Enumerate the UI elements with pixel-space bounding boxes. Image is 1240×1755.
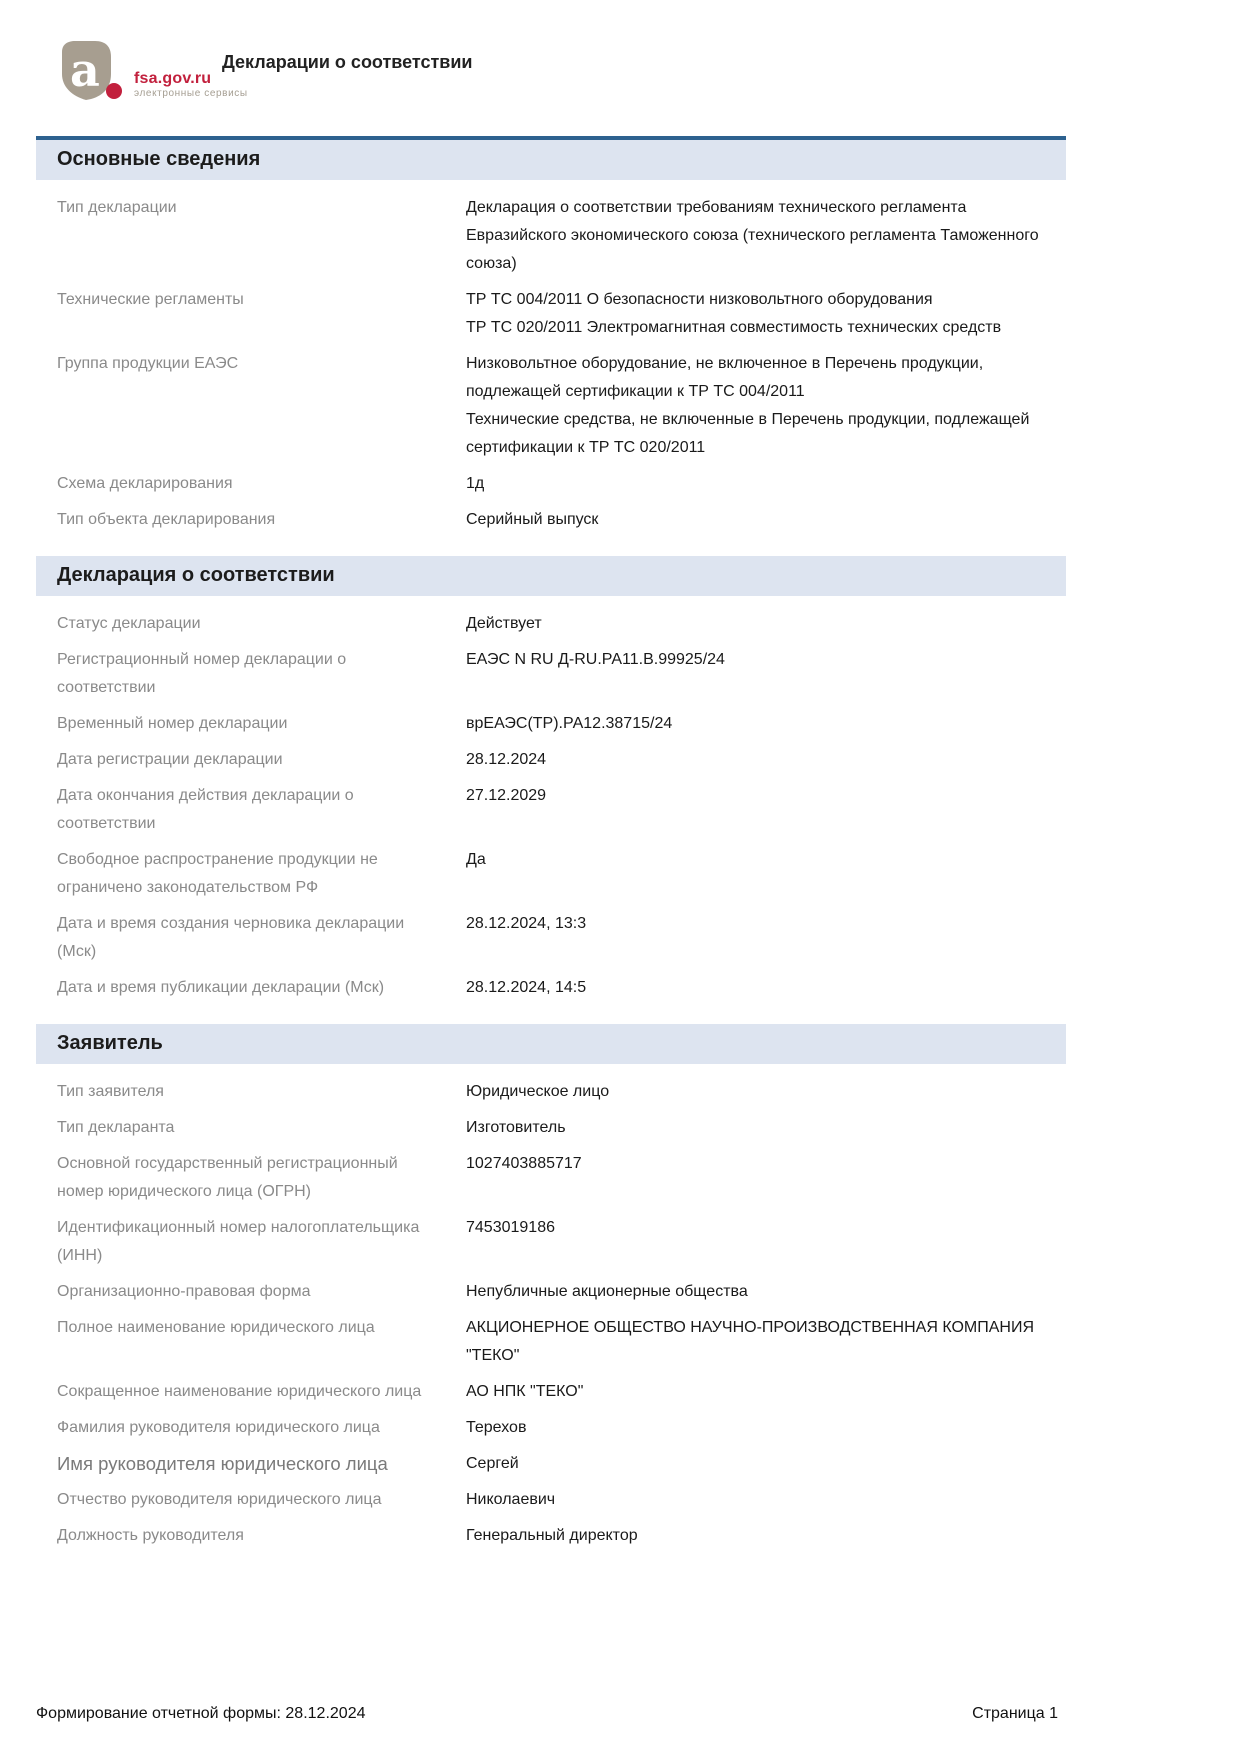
field-value-line: Декларация о соответствии требованиям технического регламента Евразийского экономического союза (технического регламента Таможенного союза) xyxy=(466,199,1039,272)
field-row xyxy=(36,974,1066,1002)
field-value xyxy=(466,350,1044,462)
field-label: Дата регистрации декларации xyxy=(57,751,283,768)
field-value xyxy=(466,1214,1044,1242)
field-label: Дата и время создания черновика декларации (Мск) xyxy=(57,915,405,960)
page-number: Страница 1 xyxy=(972,1705,1058,1722)
fsa-shield-icon xyxy=(48,40,126,102)
field-label: Дата окончания действия декларации о соответствии xyxy=(57,787,354,832)
field-label: Статус декларации xyxy=(57,615,201,632)
field-value-line: Низковольтное оборудование, не включенное в Перечень продукции, подлежащей сертификации к ТР ТС 004/2011 xyxy=(466,355,984,400)
field-value-line: Серийный выпуск xyxy=(466,511,599,528)
field-value-line: ТР ТС 020/2011 Электромагнитная совместимость технических средств xyxy=(466,319,1002,336)
field-value xyxy=(466,1414,1044,1442)
field-value-line: 1027403885717 xyxy=(466,1155,582,1172)
report-generated-label: Формирование отчетной формы: 28.12.2024 xyxy=(36,1705,366,1722)
field-value xyxy=(466,782,1044,810)
field-label: Сокращенное наименование юридического лица xyxy=(57,1383,422,1400)
field-label: Схема декларирования xyxy=(57,475,233,492)
field-row xyxy=(36,194,1066,278)
field-value xyxy=(466,746,1044,774)
field-label: Технические регламенты xyxy=(57,291,244,308)
field-label: Имя руководителя юридического лица xyxy=(57,1453,388,1474)
field-label: Фамилия руководителя юридического лица xyxy=(57,1419,380,1436)
field-value xyxy=(466,1378,1044,1406)
logo-text xyxy=(134,70,248,100)
field-value xyxy=(466,286,1044,342)
field-value-line: 7453019186 xyxy=(466,1219,555,1236)
logo-tagline: электронные сервисы xyxy=(134,88,248,99)
field-value xyxy=(466,846,1044,874)
field-value-line: 28.12.2024, 13:3 xyxy=(466,915,587,932)
field-value-line: АКЦИОНЕРНОЕ ОБЩЕСТВО НАУЧНО-ПРОИЗВОДСТВЕННАЯ КОМПАНИЯ "ТЕКО" xyxy=(466,1319,1035,1364)
field-value-line: 27.12.2029 xyxy=(466,787,547,804)
field-value-line: Сергей xyxy=(466,1455,519,1472)
field-row xyxy=(36,1150,1066,1206)
svg-text:а: а xyxy=(70,43,100,97)
section-band xyxy=(36,136,1066,180)
field-value-line: 28.12.2024, 14:5 xyxy=(466,979,587,996)
section-band xyxy=(36,1024,1066,1064)
field-value xyxy=(466,610,1044,638)
section xyxy=(36,556,1066,1012)
field-value xyxy=(466,1278,1044,1306)
field-value-line: Да xyxy=(466,851,486,868)
field-value-line: Николаевич xyxy=(466,1491,556,1508)
field-value-line: 1д xyxy=(466,475,485,492)
field-row xyxy=(36,506,1066,534)
field-label: Основной государственный регистрационный номер юридического лица (ОГРН) xyxy=(57,1155,398,1200)
field-row xyxy=(36,1314,1066,1370)
field-value xyxy=(466,1150,1044,1178)
page-footer xyxy=(36,1705,1058,1723)
field-value-line: ЕАЭС N RU Д-RU.РА11.В.99925/24 xyxy=(466,651,725,668)
field-value-line: 28.12.2024 xyxy=(466,751,547,768)
field-value xyxy=(466,1486,1044,1514)
field-row xyxy=(36,1078,1066,1106)
field-value xyxy=(466,1522,1044,1550)
field-value xyxy=(466,506,1044,534)
field-label: Свободное распространение продукции не ограничено законодательством РФ xyxy=(57,851,378,896)
field-row xyxy=(36,470,1066,498)
field-value xyxy=(466,1078,1044,1106)
field-row xyxy=(36,1214,1066,1270)
field-value-line: Изготовитель xyxy=(466,1119,566,1136)
field-label: Отчество руководителя юридического лица xyxy=(57,1491,382,1508)
field-row xyxy=(36,1522,1066,1550)
field-value-line: Терехов xyxy=(466,1419,527,1436)
section-title: Декларация о соответствии xyxy=(57,564,335,586)
field-value xyxy=(466,1450,1044,1478)
field-label: Должность руководителя xyxy=(57,1527,244,1544)
field-value xyxy=(466,910,1044,938)
field-value-line: Действует xyxy=(466,615,542,632)
section-rows xyxy=(36,194,1066,544)
field-value xyxy=(466,974,1044,1002)
page-header xyxy=(0,0,1240,124)
section xyxy=(36,1024,1066,1560)
field-value xyxy=(466,646,1044,674)
field-value-line: Генеральный директор xyxy=(466,1527,638,1544)
fsa-logo xyxy=(48,40,248,102)
page-title: Декларации о соответствии xyxy=(222,52,473,72)
field-row xyxy=(36,846,1066,902)
section-title: Заявитель xyxy=(57,1032,163,1054)
field-row xyxy=(36,1278,1066,1306)
field-label: Регистрационный номер декларации о соответствии xyxy=(57,651,347,696)
field-value xyxy=(466,470,1044,498)
field-label: Тип декларанта xyxy=(57,1119,175,1136)
field-row xyxy=(36,746,1066,774)
section-band xyxy=(36,556,1066,596)
field-label: Дата и время публикации декларации (Мск) xyxy=(57,979,385,996)
field-row xyxy=(36,610,1066,638)
sections xyxy=(36,136,1066,1560)
field-value-line: АО НПК "ТЕКО" xyxy=(466,1383,584,1400)
field-label: Тип декларации xyxy=(57,199,177,216)
field-row xyxy=(36,1450,1066,1478)
field-row xyxy=(36,646,1066,702)
field-label: Организационно-правовая форма xyxy=(57,1283,311,1300)
field-value xyxy=(466,710,1044,738)
section-rows xyxy=(36,1078,1066,1560)
field-row xyxy=(36,782,1066,838)
field-label: Тип объекта декларирования xyxy=(57,511,276,528)
section-title: Основные сведения xyxy=(57,148,261,170)
field-row xyxy=(36,1114,1066,1142)
field-label: Тип заявителя xyxy=(57,1083,164,1100)
section-rows xyxy=(36,610,1066,1012)
field-value-line: Юридическое лицо xyxy=(466,1083,610,1100)
field-row xyxy=(36,910,1066,966)
section xyxy=(36,136,1066,544)
field-row xyxy=(36,1378,1066,1406)
field-value xyxy=(466,1314,1044,1370)
field-value-line: ТР ТС 004/2011 О безопасности низковольтного оборудования xyxy=(466,291,933,308)
field-row xyxy=(36,286,1066,342)
field-row xyxy=(36,1486,1066,1514)
field-value-line: Технические средства, не включенные в Перечень продукции, подлежащей сертификации к ТР ТС 020/2011 xyxy=(466,411,1030,456)
field-row xyxy=(36,350,1066,462)
field-label: Временный номер декларации xyxy=(57,715,288,732)
field-label: Группа продукции ЕАЭС xyxy=(57,355,239,372)
field-row xyxy=(36,1414,1066,1442)
field-value-line: Непубличные акционерные общества xyxy=(466,1283,748,1300)
field-value xyxy=(466,1114,1044,1142)
field-row xyxy=(36,710,1066,738)
field-label: Идентификационный номер налогоплательщика (ИНН) xyxy=(57,1219,420,1264)
field-value xyxy=(466,194,1044,278)
field-value-line: врЕАЭС(ТР).РА12.38715/24 xyxy=(466,715,673,732)
field-label: Полное наименование юридического лица xyxy=(57,1319,375,1336)
logo-brand: fsa.gov.ru xyxy=(134,70,212,87)
